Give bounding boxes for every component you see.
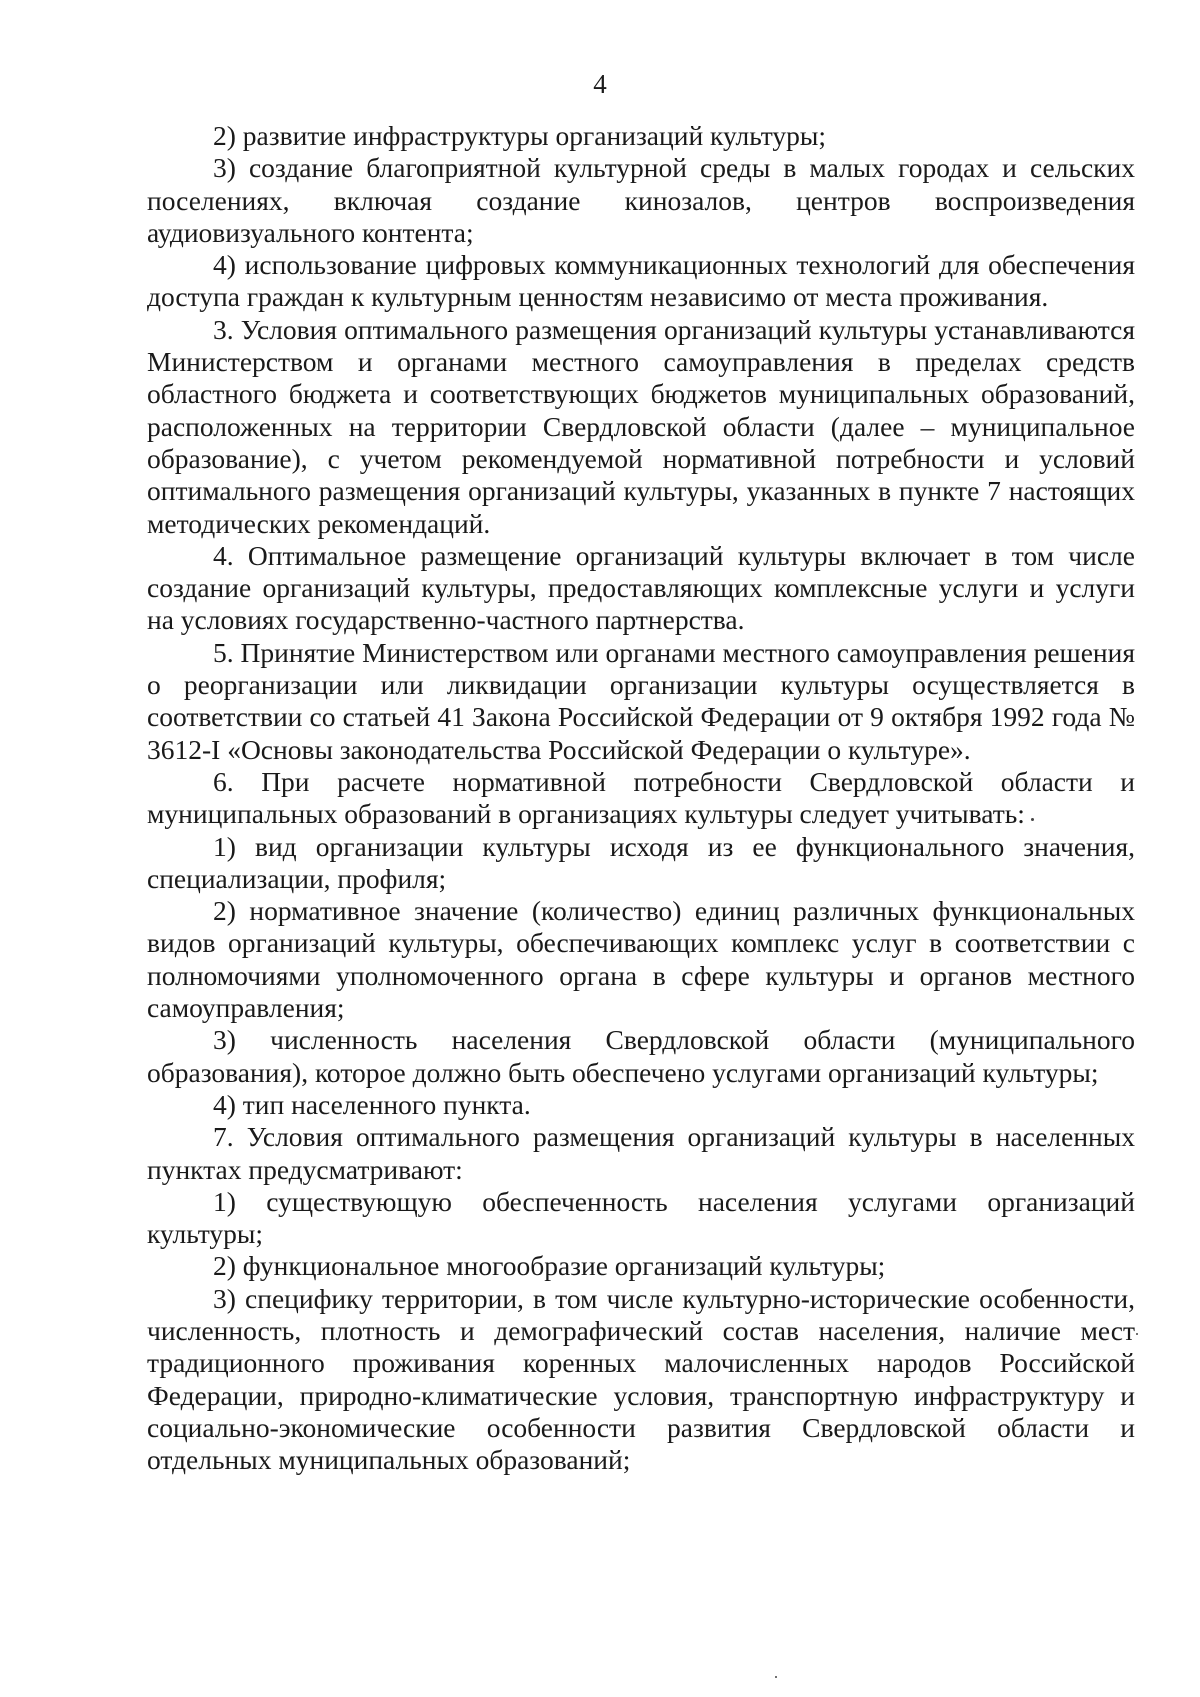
paragraph: 1) вид организации культуры исходя из ее функционального значения, специализации, профиля;	[147, 830, 1135, 894]
paragraph: 2) нормативное значение (количество) единиц различных функциональных видов организаций культуры, обеспечивающих комплекс услуг в соответствии с полномочиями уполномоченного органа в сфере культуры и органов местного самоуправления;	[147, 895, 1135, 1024]
scan-speck	[1031, 818, 1034, 821]
document-body	[147, 120, 1135, 1476]
paragraph: 5. Принятие Министерством или органами местного самоуправления решения о реорганизации или ликвидации организации культуры осуществляется в соответствии со статьей 41 Закона Российской Федерации от 9 октября 1992 года № 3612-I «Основы законодательства Российской Федерации о культуре».	[147, 636, 1135, 765]
paragraph: 3) создание благоприятной культурной среды в малых городах и сельских поселениях, включая создание кинозалов, центров воспроизведения аудиовизуального контента;	[147, 152, 1135, 248]
paragraph: 3. Условия оптимального размещения организаций культуры устанавливаются Министерством и органами местного самоуправления в пределах средств областного бюджета и соответствующих бюджетов муниципальных образований, расположенных на территории Свердловской области (далее – муниципальное образование), с учетом рекомендуемой нормативной потребности и условий оптимального размещения организаций культуры, указанных в пункте 7 настоящих методических рекомендаций.	[147, 313, 1135, 539]
scan-speck	[1136, 1333, 1138, 1335]
page-number: 4	[593, 69, 607, 99]
paragraph: 4) использование цифровых коммуникационных технологий для обеспечения доступа граждан к культурным ценностям независимо от места проживания.	[147, 249, 1135, 313]
paragraph: 6. При расчете нормативной потребности Свердловской области и муниципальных образований в организациях культуры следует учитывать:	[147, 765, 1135, 830]
paragraph: 3) специфику территории, в том числе культурно-исторические особенности, численность, плотность и демографический состав населения, наличие мест традиционного проживания коренных малочисленных народов Российской Федерации, природно-климатические условия, транспортную инфраструктуру и социально-экономические особенности развития Свердловской области и отдельных муниципальных образований;	[147, 1282, 1135, 1476]
paragraph: 2) развитие инфраструктуры организаций культуры;	[213, 120, 827, 151]
paragraph: 2) функциональное многообразие организаций культуры;	[213, 1250, 886, 1282]
paragraph: 4. Оптимальное размещение организаций культуры включает в том числе создание организаций культуры, предоставляющих комплексные услуги и услуги на условиях государственно-частного партнерства.	[147, 539, 1135, 636]
paragraph: 1) существующую обеспеченность населения услугами организаций культуры;	[147, 1185, 1135, 1250]
paragraph: 3) численность населения Свердловской области (муниципального образования), которое должно быть обеспечено услугами организаций культуры;	[147, 1024, 1135, 1088]
scan-speck	[775, 1676, 777, 1678]
paragraph: 7. Условия оптимального размещения организаций культуры в населенных пунктах предусматривают:	[147, 1121, 1135, 1185]
paragraph: 4) тип населенного пункта.	[213, 1088, 531, 1120]
